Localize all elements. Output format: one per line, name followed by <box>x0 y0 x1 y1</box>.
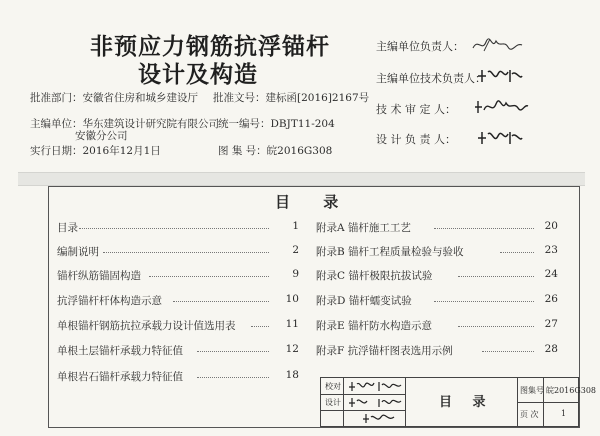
toc-leader <box>434 227 534 229</box>
toc-entry-title: 编制说明 <box>57 246 99 258</box>
toc-leader <box>197 376 269 378</box>
toc-leader <box>458 325 534 327</box>
toc-entry-page: 18 <box>285 369 299 381</box>
toc-entry-page: 12 <box>285 343 299 355</box>
toc-entry-title: 附录F 抗浮锚杆图表选用示例 <box>316 345 453 357</box>
toc-leader <box>500 251 534 253</box>
signature-2 <box>474 66 524 86</box>
toc-leader <box>434 300 534 302</box>
approval-department: 批准部门：安徽省住房和城乡建设厅 <box>30 92 198 104</box>
responsible-label-3: 技 术 审 定 人： <box>376 103 456 116</box>
toc-entry-title: 附录D 锚杆蠕变试验 <box>316 295 412 307</box>
toc-leader <box>149 275 269 277</box>
toc-entry-page: 28 <box>544 343 558 355</box>
drawing-title: 目 录 <box>439 395 494 410</box>
toc-entry-page: 1 <box>292 220 299 232</box>
title-block <box>320 377 597 427</box>
atlas-label: 图集号 <box>520 386 544 395</box>
toc-entry-title: 附录C 锚杆极限抗拔试验 <box>316 270 433 282</box>
toc-entry-page: 9 <box>292 268 299 280</box>
atlas-value: 皖2016G308 <box>546 386 597 395</box>
toc-entry-page: 10 <box>285 293 299 305</box>
checker-signature <box>347 379 403 395</box>
signature-1 <box>470 36 526 54</box>
page-value: 1 <box>561 409 567 418</box>
toc-entry-page: 11 <box>285 318 299 330</box>
editor-unit-line1: 主编单位：华东建筑设计研究院有限公司 <box>30 118 219 130</box>
toc-entry-title: 抗浮锚杆杆体构造示意 <box>57 295 162 307</box>
toc-entry-title: 附录B 锚杆工程质量检验与验收 <box>316 246 464 258</box>
toc-leader <box>251 325 269 327</box>
toc-entry-page: 23 <box>544 244 558 256</box>
separator-band <box>18 172 585 186</box>
approval-document-number: 批准文号：建标函[2016]2167号 <box>213 92 370 104</box>
toc-entry-page: 27 <box>544 318 558 330</box>
toc-entry-title: 单根锚杆钢筋抗拉承载力设计值选用表 <box>57 320 236 332</box>
toc-entry-title: 目录 <box>57 222 78 234</box>
design-label: 设计 <box>325 398 341 407</box>
signature-4 <box>474 128 524 148</box>
effective-date: 实行日期：2016年12月1日 <box>30 145 161 157</box>
responsible-label-1: 主编单位负责人： <box>376 40 464 53</box>
page-label: 页 次 <box>520 410 539 419</box>
toc-entry-title: 单根土层锚杆承载力特征值 <box>57 345 183 357</box>
signature-3 <box>472 98 530 116</box>
toc-entry-title: 单根岩石锚杆承载力特征值 <box>57 371 183 383</box>
toc-entry-page: 24 <box>544 268 558 280</box>
document-title-line2: 设计及构造 <box>138 62 258 88</box>
reviewer-signature <box>361 412 397 426</box>
document-title-line1: 非预应力钢筋抗浮锚杆 <box>90 34 330 60</box>
toc-entry-title: 附录E 锚杆防水构造示意 <box>316 320 433 332</box>
editor-unit-line2: 安徽分公司 <box>75 130 128 142</box>
check-label: 校对 <box>325 382 341 391</box>
toc-title: 目 录 <box>275 193 353 211</box>
responsible-label-2: 主编单位技术负责人： <box>376 72 486 85</box>
toc-leader <box>173 300 269 302</box>
unified-number: 统一编号：DBJT11-204 <box>218 118 335 130</box>
toc-entry-title: 锚杆纵筋锚固构造 <box>57 270 141 282</box>
responsible-label-4: 设 计 负 责 人： <box>376 133 456 146</box>
toc-entry-page: 2 <box>292 244 299 256</box>
toc-leader <box>458 275 534 277</box>
designer-signature <box>347 395 403 411</box>
toc-entry-page: 20 <box>544 220 558 232</box>
atlas-number: 图 集 号：皖2016G308 <box>218 145 333 157</box>
toc-entry-page: 26 <box>544 293 558 305</box>
toc-leader <box>103 251 269 253</box>
toc-entry-title: 附录A 锚杆施工工艺 <box>316 222 411 234</box>
toc-leader <box>197 350 269 352</box>
toc-leader <box>79 227 269 229</box>
toc-leader <box>482 350 534 352</box>
